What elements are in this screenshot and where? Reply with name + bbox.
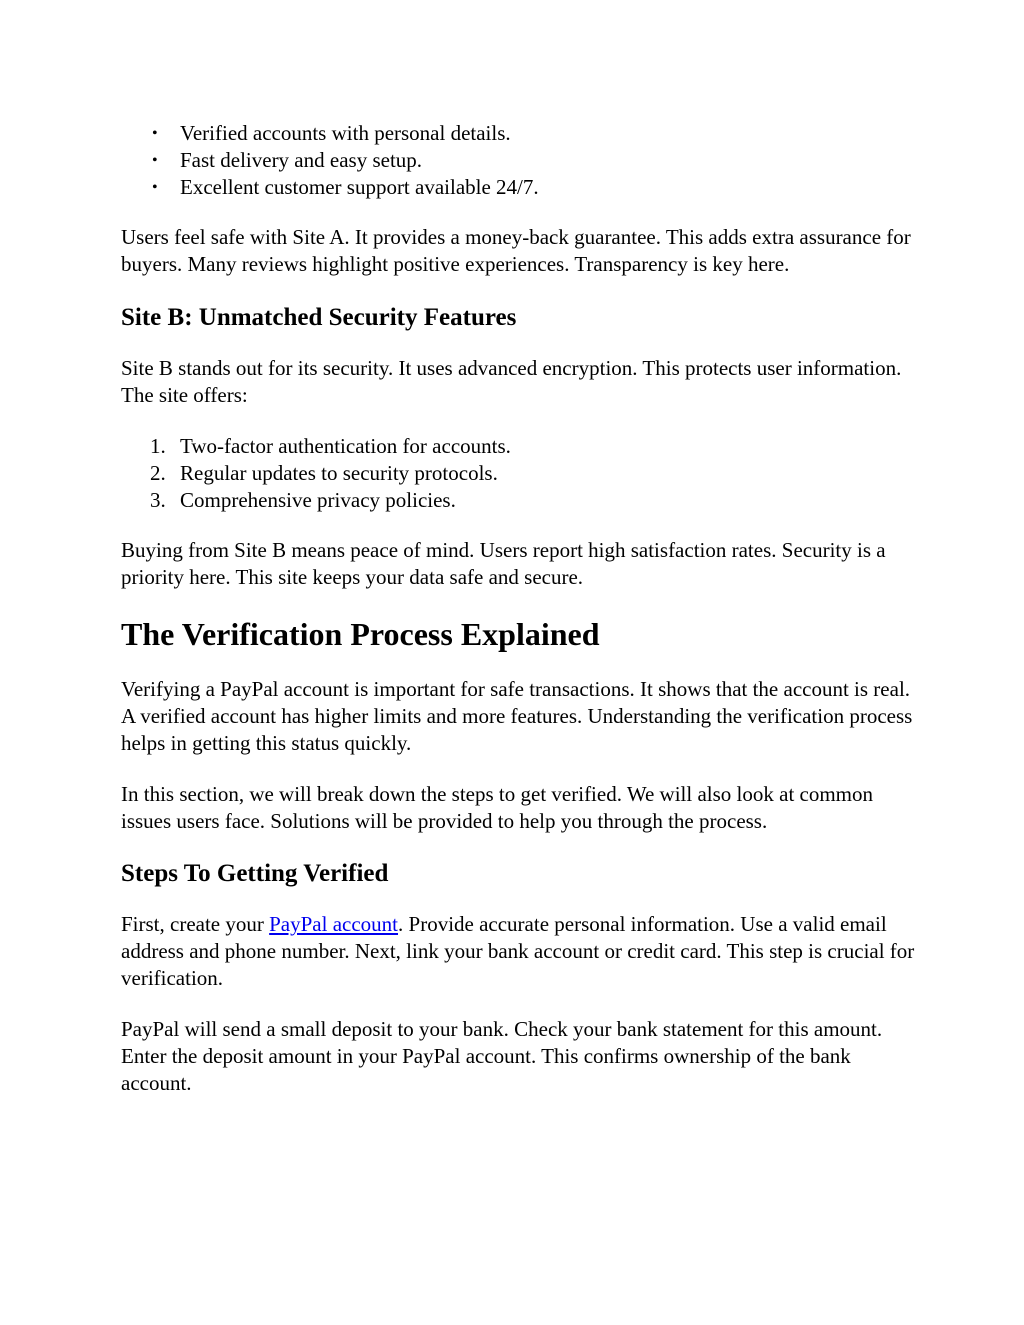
list-item: 2. Regular updates to security protocols. — [150, 461, 498, 485]
list-item: 3. Comprehensive privacy policies. — [150, 488, 456, 512]
site-b-numbered-list — [121, 433, 921, 514]
list-item: • Verified accounts with personal details. — [152, 121, 511, 145]
paypal-account-link[interactable]: PayPal account — [269, 912, 399, 936]
list-item: • Fast delivery and easy setup. — [152, 148, 423, 172]
bullet-icon: • — [152, 152, 158, 169]
paragraph-site-a: Users feel safe with Site A. It provides a money-back guarantee. This adds extra assurance for buyers. Many reviews highlight positive experiences. Transparency is key here. — [121, 225, 911, 276]
heading-site-b: Site B: Unmatched Security Features — [121, 304, 517, 331]
list-item: • Excellent customer support available 24/7. — [152, 175, 539, 199]
paragraph-site-b-2: Buying from Site B means peace of mind. Users report high satisfaction rates. Security is a priority here. This site keeps your data safe and secure. — [121, 538, 886, 589]
paragraph-steps-2: PayPal will send a small deposit to your bank. Check your bank statement for this amount. Enter the deposit amount in your PayPal account. This confirms ownership of the bank account. — [121, 1017, 883, 1095]
heading-verification: The Verification Process Explained — [121, 616, 600, 652]
bullet-icon: • — [152, 125, 158, 142]
paragraph-verification-1: Verifying a PayPal account is important for safe transactions. It shows that the account is real. A verified account has higher limits and more features. Understanding the verification process helps in getting this status quickly. — [121, 677, 913, 755]
intro-bullet-list — [121, 120, 921, 201]
list-item: 1. Two-factor authentication for accounts. — [150, 434, 511, 458]
paragraph-verification-2: In this section, we will break down the steps to get verified. We will also look at common issues users face. Solutions will be provided to help you through the process. — [121, 782, 874, 833]
paragraph-steps-1: First, create your PayPal account. Provide accurate personal information. Use a valid email address and phone number. Next, link your bank account or credit card. This step is crucial for verification. — [121, 912, 915, 990]
document-page — [121, 120, 921, 1097]
bullet-icon: • — [152, 179, 158, 196]
paragraph-site-b: Site B stands out for its security. It uses advanced encryption. This protects user information. The site offers: — [121, 356, 902, 407]
heading-steps: Steps To Getting Verified — [121, 860, 389, 887]
